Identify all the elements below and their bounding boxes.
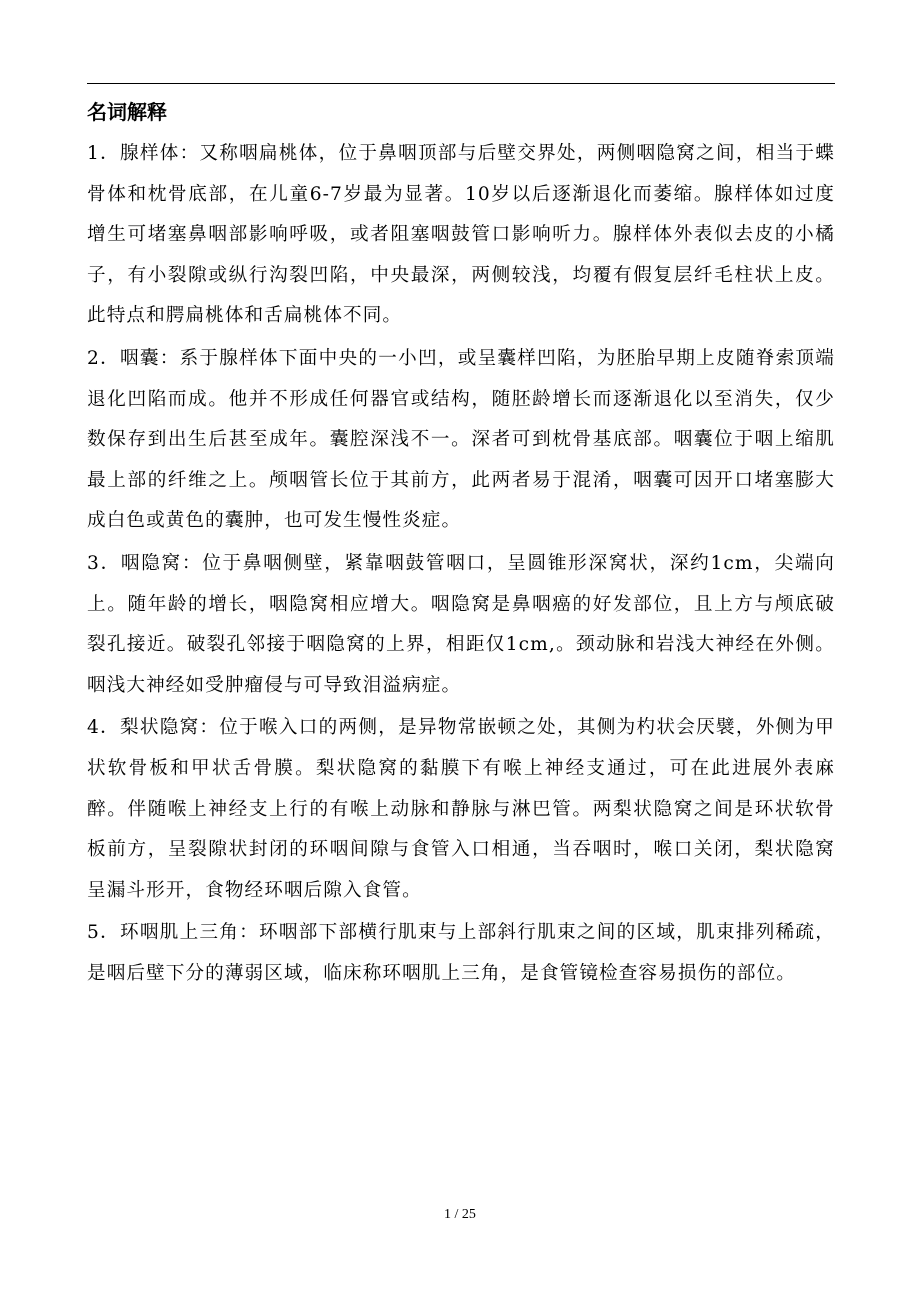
term-piriform-recess: 4．梨状隐窝：位于喉入口的两侧，是异物常嵌顿之处，其侧为杓状会厌襞，外侧为甲状软骨板和甲状舌骨膜。梨状隐窝的黏膜下有喉上神经支通过，可在此进展外表麻醉。伴随喉上神经支上行的有喉上动脉和静脉与淋巴管。两梨状隐窝之间是环状软骨板前方，呈裂隙状封闭的环咽间隙与食管入口相通，当吞咽时，喉口关闭，梨状隐窝呈漏斗形开，食物经环咽后隙入食管。 (87, 717, 835, 901)
term-pharyngeal-bursa: 2．咽囊：系于腺样体下面中央的一小凹，或呈囊样凹陷，为胚胎早期上皮随脊索顶端退化凹陷而成。他并不形成任何器官或结构，随胚龄增长而逐渐退化以至消失，仅少数保存到出生后甚至成年。囊腔深浅不一。深者可到枕骨基底部。咽囊位于咽上缩肌最上部的纤维之上。颅咽管长位于其前方，此两者易于混淆，咽囊可因开口堵塞膨大成白色或黄色的囊肿，也可发生慢性炎症。 (87, 347, 835, 532)
term-cricopharyngeal-triangle: 5．环咽肌上三角：环咽部下部横行肌束与上部斜行肌束之间的区域，肌束排列稀疏，是咽后壁下分的薄弱区域，临床称环咽肌上三角，是食管镜检查容易损伤的部位。 (87, 922, 835, 984)
section-title: 名词解释 (87, 100, 167, 124)
page-number: 1 / 25 (444, 1207, 476, 1222)
document-body (87, 92, 835, 994)
term-pharyngeal-recess: 3．咽隐窝：位于鼻咽侧壁，紧靠咽鼓管咽口，呈圆锥形深窝状，深约1cm，尖端向上。随年龄的增长，咽隐窝相应增大。咽隐窝是鼻咽癌的好发部位，且上方与颅底破裂孔接近。破裂孔邻接于咽隐窝的上界，相距仅1cm,。颈动脉和岩浅大神经在外侧。咽浅大神经如受肿瘤侵与可导致泪溢病症。 (87, 552, 835, 696)
term-adenoid: 1．腺样体：又称咽扁桃体，位于鼻咽顶部与后壁交界处，两侧咽隐窝之间，相当于蝶骨体和枕骨底部，在儿童6-7岁最为显著。10岁以后逐渐退化而萎缩。腺样体如过度增生可堵塞鼻咽部影响呼吸，或者阻塞咽鼓管口影响听力。腺样体外表似去皮的小橘子，有小裂隙或纵行沟裂凹陷，中央最深，两侧较浅，均覆有假复层纤毛柱状上皮。此特点和腭扁桃体和舌扁桃体不同。 (87, 143, 835, 327)
header-rule (87, 83, 835, 84)
